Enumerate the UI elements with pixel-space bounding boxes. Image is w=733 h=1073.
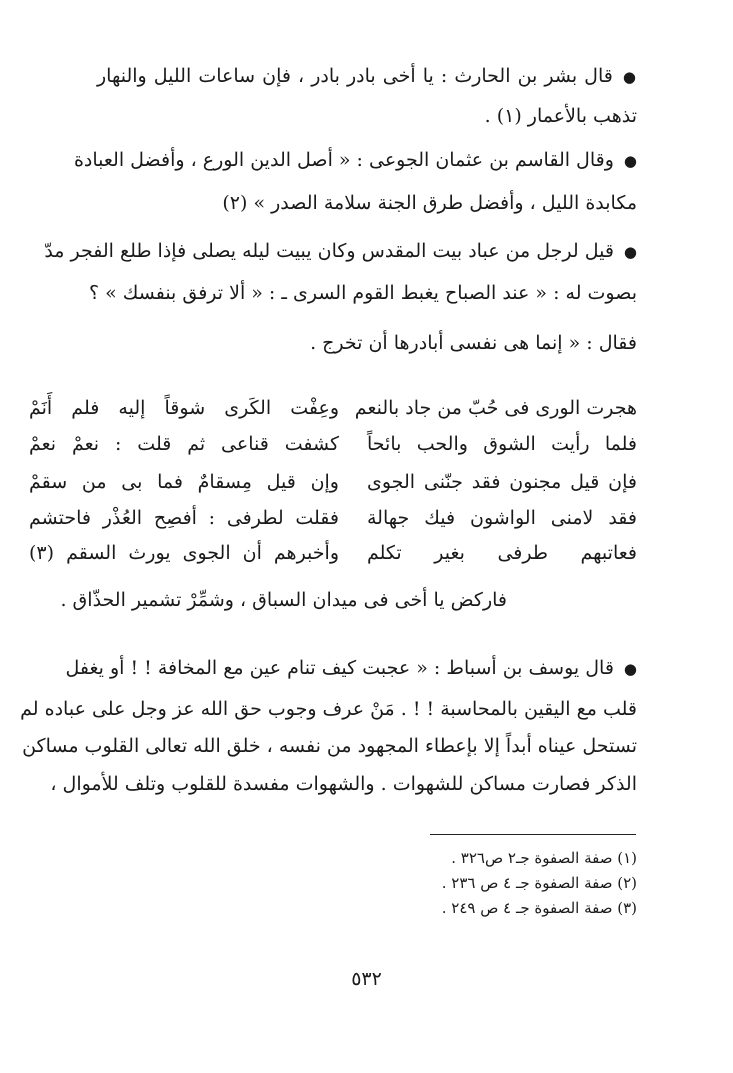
verse-left-hemistich: كشفت قناعى ثم قلت : نعمْ نعمْ: [29, 433, 339, 455]
line-text: قال يوسف بن أسباط : « عجبت كيف تنام عين مع المخافة ! ! أو يغفل: [65, 657, 614, 679]
paragraph-4-line-2: قلب مع اليقين بالمحاسبة ! ! . مَنْ عرف وجوب حق الله عز وجل على عباده لم: [20, 698, 637, 720]
verse-line-1: [29, 395, 637, 423]
footnote-separator: [430, 834, 636, 835]
verse-left-hemistich: وأخبرهم أن الجوى يورث السقم (٣): [29, 542, 339, 564]
verse-right-hemistich: هجرت الورى فى حُبّ من جاد بالنعم: [354, 397, 637, 419]
line-text: وقال القاسم بن عثمان الجوعى : « أصل الدين الورع ، وأفضل العبادة: [73, 149, 614, 171]
paragraph-3-line-3: فقال : « إنما هى نفسى أبادرها أن تخرج .: [310, 332, 637, 354]
verse-line-3: [29, 469, 637, 497]
verse-right-hemistich: فقد لامنى الواشون فيك جهالة: [367, 507, 637, 529]
paragraph-3-line-2: بصوت له : « عند الصباح يغبط القوم السرى ـ : « ألا ترفق بنفسك » ؟: [88, 282, 637, 304]
verse-line-5: [29, 540, 637, 568]
bullet-icon: ●: [622, 68, 637, 86]
bullet-icon: ●: [623, 243, 637, 261]
verse-left-hemistich: وإن قيل مِسقامٌ فما بى من سقمْ: [29, 471, 339, 493]
verse-right-hemistich: فعاتبهم طرفى بغير تكلم: [367, 542, 637, 564]
paragraph-3-line-1: [44, 238, 637, 265]
page-number: ٥٣٢: [351, 968, 382, 990]
after-verse-line: فاركض يا أخى فى ميدان السباق ، وشمِّرْ تشمير الحذّاق .: [60, 589, 507, 611]
paragraph-2-line-2: مكابدة الليل ، وأفضل طرق الجنة سلامة الصدر » (٢): [222, 192, 637, 214]
footnote-1: (١) صفة الصفوة جـ٢ ص٣٢٦ .: [451, 849, 637, 867]
line-text: قال بشر بن الحارث : يا أخى بادر بادر ، فإن ساعات الليل والنهار: [97, 65, 613, 87]
verse-left-hemistich: وعِفْت الكَرى شوقاً إليه فلم أَنَمْ: [29, 397, 339, 419]
paragraph-1-line-1: [97, 63, 637, 90]
verse-line-4: [29, 505, 637, 533]
verse-right-hemistich: فلما رأيت الشوق والحب بائحاً: [367, 433, 637, 455]
line-text: قيل لرجل من عباد بيت المقدس وكان يبيت ليله يصلى فإذا طلع الفجر مدّ: [44, 240, 614, 262]
bullet-icon: ●: [623, 660, 637, 678]
footnote-3: (٣) صفة الصفوة جـ ٤ ص ٢٤٩ .: [441, 899, 637, 917]
verse-left-hemistich: فقلت لطرفى : أفصِح العُذْر فاحتشم: [29, 507, 339, 529]
verse-right-hemistich: فإن قيل مجنون فقد جنّنى الجوى: [367, 471, 637, 493]
paragraph-4-line-1: [65, 655, 637, 682]
bullet-icon: ●: [623, 152, 637, 170]
paragraph-1-line-2: تذهب بالأعمار (١) .: [484, 105, 637, 127]
paragraph-2-line-1: [73, 147, 637, 174]
paragraph-4-line-4: الذكر فصارت مساكن للشهوات . والشهوات مفسدة للقلوب وتلف للأموال ،: [50, 773, 637, 795]
paragraph-4-line-3: تستحل عيناه أبداً إلا بإعطاء المجهود من نفسه ، خلق الله تعالى القلوب مساكن: [22, 735, 637, 757]
verse-line-2: [29, 431, 637, 459]
footnote-2: (٢) صفة الصفوة جـ ٤ ص ٢٣٦ .: [441, 874, 637, 892]
